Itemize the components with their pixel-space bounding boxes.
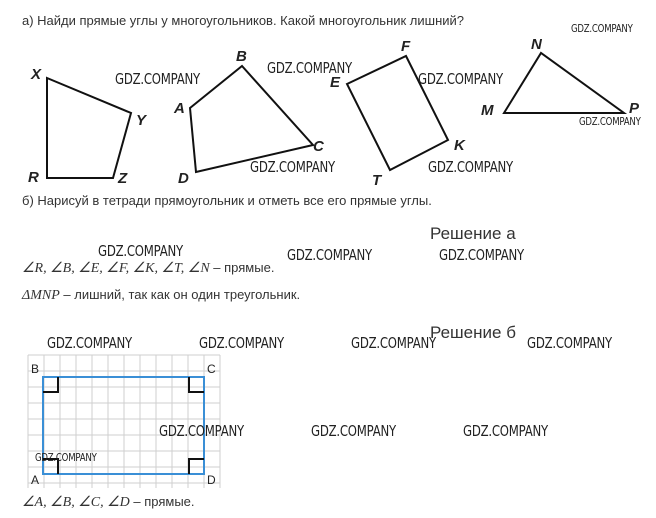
vertex-x-label: X bbox=[31, 66, 42, 83]
watermark: GDZ.COMPANY bbox=[159, 422, 244, 440]
vertex-a-label: A bbox=[174, 100, 185, 117]
right-angle-mark-c bbox=[189, 377, 204, 392]
watermark: GDZ.COMPANY bbox=[351, 334, 436, 352]
solution-a-line2-math: ΔMNP bbox=[22, 288, 60, 303]
grid-vertex-c-label: C bbox=[207, 362, 216, 376]
watermark: GDZ.COMPANY bbox=[267, 59, 352, 77]
watermark: GDZ.COMPANY bbox=[439, 246, 524, 264]
watermark: GDZ.COMPANY bbox=[527, 334, 612, 352]
watermark: GDZ.COMPANY bbox=[47, 334, 132, 352]
watermark: GDZ.COMPANY bbox=[311, 422, 396, 440]
vertex-p-label: P bbox=[629, 100, 640, 117]
watermark: GDZ.COMPANY bbox=[115, 70, 200, 88]
vertex-z-label: Z bbox=[118, 170, 128, 187]
grid-vertex-a-label: A bbox=[31, 473, 40, 487]
grid-vertex-d-label: D bbox=[207, 473, 216, 487]
task-a-text: а) Найди прямые углы у многоугольников. Какой многоугольник лишний? bbox=[22, 13, 465, 28]
solution-a-line1-text: – прямые. bbox=[209, 260, 275, 275]
grid-vertex-b-label: B bbox=[31, 362, 40, 376]
watermark: GDZ.COMPANY bbox=[35, 451, 97, 464]
watermark: GDZ.COMPANY bbox=[418, 70, 503, 88]
watermark: GDZ.COMPANY bbox=[463, 422, 548, 440]
watermark: GDZ.COMPANY bbox=[571, 22, 633, 35]
vertex-c-label: C bbox=[313, 138, 324, 155]
vertex-r-label: R bbox=[28, 169, 39, 186]
watermark: GDZ.COMPANY bbox=[579, 115, 641, 128]
solution-a-title: Решение а bbox=[430, 224, 516, 243]
vertex-k-label: K bbox=[454, 137, 465, 154]
vertex-b-label: B bbox=[236, 48, 247, 65]
solution-b-line bbox=[22, 494, 195, 511]
solution-b-line-text: – прямые. bbox=[129, 494, 195, 509]
task-b-text: б) Нарисуй в тетради прямоугольник и отметь все его прямые углы. bbox=[22, 193, 432, 208]
watermark: GDZ.COMPANY bbox=[287, 246, 372, 264]
watermark: GDZ.COMPANY bbox=[428, 158, 513, 176]
vertex-d-label: D bbox=[178, 170, 189, 187]
right-angle-mark-b bbox=[43, 377, 58, 392]
vertex-n-label: N bbox=[531, 36, 542, 53]
watermark: GDZ.COMPANY bbox=[250, 158, 335, 176]
vertex-m-label: M bbox=[481, 102, 494, 119]
vertex-y-label: Y bbox=[136, 112, 147, 129]
watermark: GDZ.COMPANY bbox=[98, 242, 183, 260]
solution-b-line-math: ∠A, ∠B, ∠C, ∠D bbox=[22, 495, 130, 510]
solution-a-line2-text: – лишний, так как он один треугольник. bbox=[59, 287, 301, 302]
solution-a-line1-math: ∠R, ∠B, ∠E, ∠F, ∠K, ∠T, ∠N bbox=[22, 261, 210, 276]
vertex-e-label: E bbox=[330, 74, 341, 91]
solution-b-title: Решение б bbox=[430, 323, 516, 342]
vertex-t-label: T bbox=[372, 172, 382, 189]
watermark: GDZ.COMPANY bbox=[199, 334, 284, 352]
vertex-f-label: F bbox=[401, 38, 411, 55]
